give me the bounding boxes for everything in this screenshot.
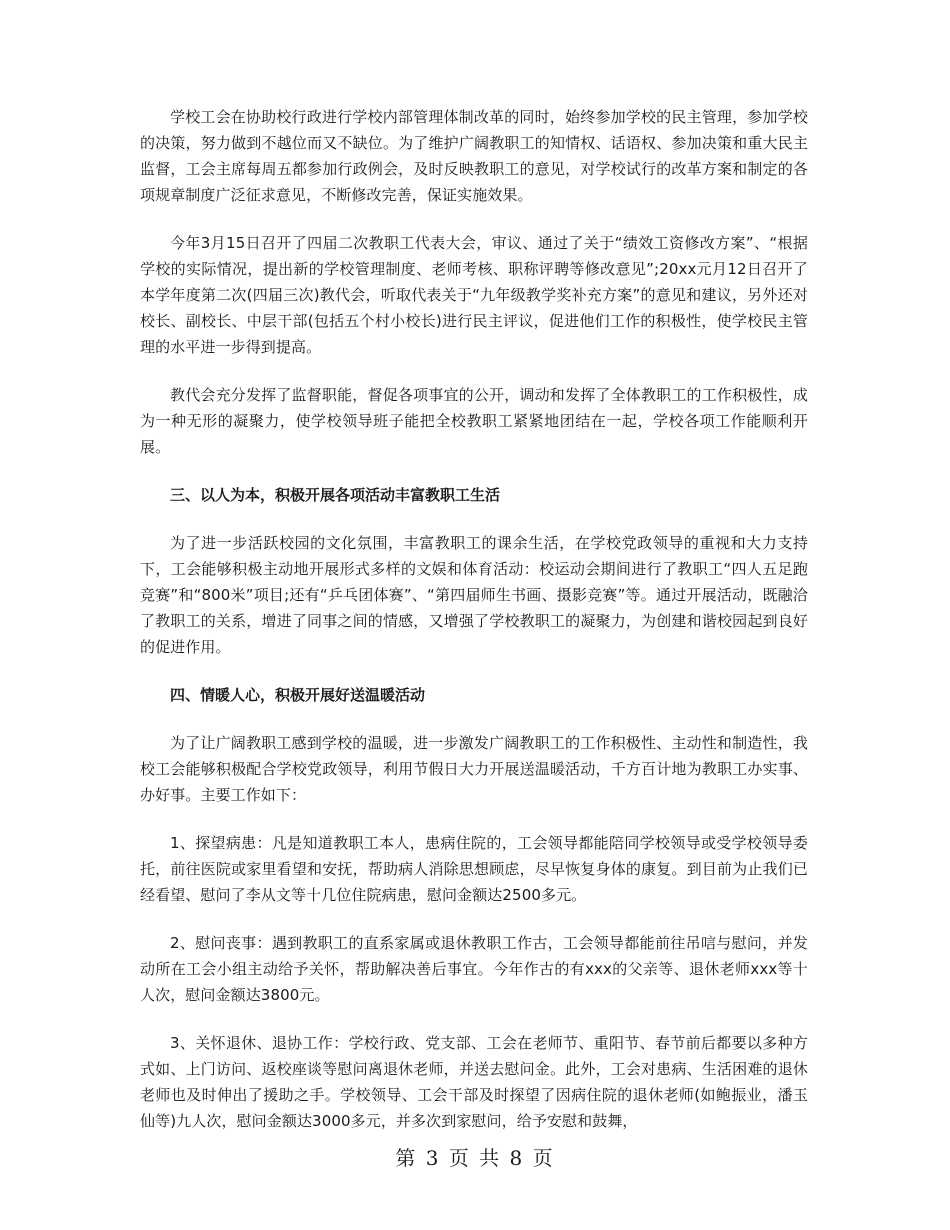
paragraph-item-1-visit-sick: 1、探望病患：凡是知道教职工本人，患病住院的，工会领导都能陪同学校领导或受学校领导委托，前往医院或家里看望和安抚，帮助病人消除思想顾虑，尽早恢复身体的康复。到目前为止我们已经看望、慰问了李从文等十几位住院病患，慰问金额达2500多元。 [140,834,808,904]
section-heading-4: 四、情暖人心，积极开展好送温暖活动 [170,686,426,704]
paragraph-item-3-retirees: 3、关怀退休、退协工作：学校行政、党支部、工会在老师节、重阳节、春节前后都要以多种方式如、上门访问、返校座谈等慰问离退休老师，并送去慰问金。此外，工会对患病、生活困难的退休老师也及时伸出了援助之手。学校领导、工会干部及时探望了因病住院的退休老师(如鲍振业，潘玉仙等)九人次，慰问金额达3000多元，并多次到家慰问，给予安慰和鼓舞， [140,1034,808,1130]
page-number-footer: 第 3 页 共 8 页 [395,1146,555,1170]
document-body [140,104,808,1156]
paragraph-item-2-condolence: 2、慰问丧事：遇到教职工的直系家属或退休教职工作古，工会领导都能前往吊唁与慰问，并发动所在工会小组主动给予关怀，帮助解决善后事宜。今年作古的有xxx的父亲等、退休老师xxx等十人次，慰问金额达3800元。 [140,934,808,1004]
section-heading-3: 三、以人为本，积极开展各项活动丰富教职工生活 [170,486,501,504]
paragraph-supervision: 教代会充分发挥了监督职能，督促各项事宜的公开，调动和发挥了全体教职工的工作积极性，成为一种无形的凝聚力，使学校领导班子能把全校教职工紧紧地团结在一起，学校各项工作能顺利开展。 [140,386,808,456]
paragraph-activities: 为了进一步活跃校园的文化氛围，丰富教职工的课余生活，在学校党政领导的重视和大力支持下，工会能够积极主动地开展形式多样的文娱和体育活动：校运动会期间进行了教职工“四人五足跑竞赛”和“800米”项目;还有“乒乓团体赛”、“第四届师生书画、摄影竞赛”等。通过开展活动，既融洽了教职工的关系，增进了同事之间的情感，又增强了学校教职工的凝聚力，为创建和谐校园起到良好的促进作用。 [140,534,808,656]
paragraph-warmth-intro: 为了让广阔教职工感到学校的温暖，进一步激发广阔教职工的工作积极性、主动性和制造性，我校工会能够积极配合学校党政领导，利用节假日大力开展送温暖活动，千方百计地为教职工办实事、办好事。主要工作如下： [140,734,808,804]
paragraph-congress-meetings: 今年3月15日召开了四届二次教职工代表大会，审议、通过了关于“绩效工资修改方案”、“根据学校的实际情况，提出新的学校管理制度、老师考核、职称评聘等修改意见”;20xx元月12日召开了本学年度第二次(四届三次)教代会，听取代表关于“九年级教学奖补充方案”的意见和建议，另外还对校长、副校长、中层干部(包括五个村小校长)进行民主评议，促进他们工作的积极性，使学校民主管理的水平进一步得到提高。 [140,234,808,356]
paragraph-union-management: 学校工会在协助校行政进行学校内部管理体制改革的同时，始终参加学校的民主管理，参加学校的决策，努力做到不越位而又不缺位。为了维护广阔教职工的知情权、话语权、参加决策和重大民主监督，工会主席每周五都参加行政例会，及时反映教职工的意见，对学校试行的改革方案和制定的各项规章制度广泛征求意见，不断修改完善，保证实施效果。 [140,108,808,204]
